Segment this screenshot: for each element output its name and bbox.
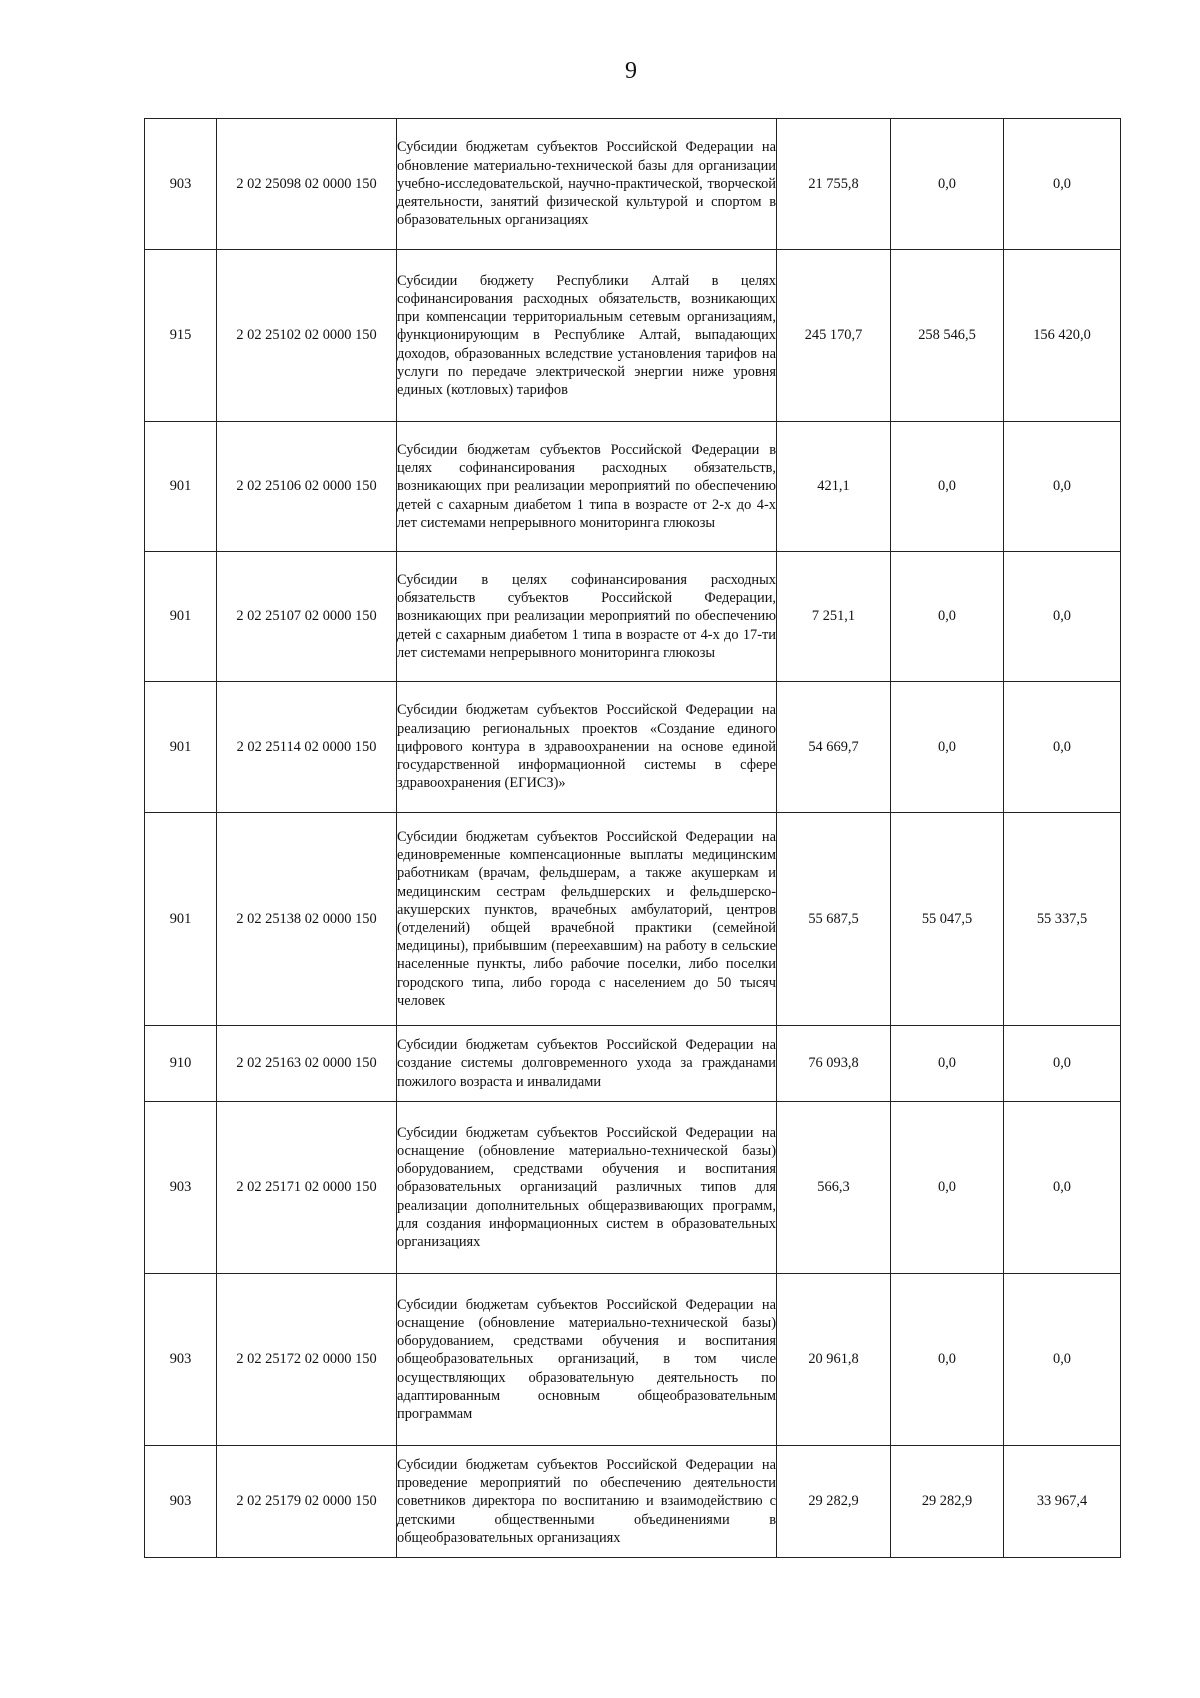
description-text: Субсидии бюджетам субъектов Российской Федерации на оснащение (обновление материально-технической базы) оборудованием, средствами обучения и воспитания общеобразовательных организаций, в том числе осуществляющих образовательную деятельность по адаптированным основным общеобразовательным программам — [397, 1296, 776, 1422]
description-cell — [397, 682, 777, 813]
budget-code-cell: 2 02 25098 02 0000 150 — [217, 119, 397, 250]
admin-code-cell: 903 — [145, 1446, 217, 1558]
amount-year3-cell: 0,0 — [1004, 119, 1121, 250]
description-text: Субсидии бюджетам субъектов Российской Федерации на обновление материально-технической базы для организации учебно-исследовательской, научно-практической, творческой деятельности, занятий физической культурой и спортом в образовательных организациях — [397, 139, 776, 229]
description-text: Субсидии бюджету Республики Алтай в целях софинансирования расходных обязательств, возникающих при компенсации территориальным сетевым организациям, функционирующим в Республике Алтай, выпадающих доходов, образованных вследствие установления тарифов на услуги по передаче электрической энергии ниже уровня единых (котловых) тарифов — [397, 272, 776, 398]
table-row — [145, 1026, 1121, 1102]
table-row — [145, 422, 1121, 552]
description-cell — [397, 422, 777, 552]
description-cell — [397, 250, 777, 422]
amount-year1-cell: 21 755,8 — [777, 119, 891, 250]
table-row — [145, 1274, 1121, 1446]
amount-year2-cell: 0,0 — [891, 1274, 1004, 1446]
description-cell — [397, 119, 777, 250]
admin-code-cell: 901 — [145, 682, 217, 813]
admin-code-cell: 910 — [145, 1026, 217, 1102]
admin-code-cell: 903 — [145, 119, 217, 250]
description-text: Субсидии бюджетам субъектов Российской Федерации на проведение мероприятий по обеспечению деятельности советников директора по воспитанию и взаимодействию с детскими общественными объединениями в общеобразовательных организациях — [397, 1456, 776, 1546]
amount-year1-cell: 7 251,1 — [777, 552, 891, 682]
amount-year1-cell: 55 687,5 — [777, 813, 891, 1026]
amount-year2-cell: 0,0 — [891, 552, 1004, 682]
admin-code-cell: 903 — [145, 1274, 217, 1446]
amount-year2-cell: 0,0 — [891, 1026, 1004, 1102]
page-number: 9 — [625, 58, 637, 84]
amount-year3-cell: 0,0 — [1004, 422, 1121, 552]
budget-code-cell: 2 02 25163 02 0000 150 — [217, 1026, 397, 1102]
admin-code-cell: 903 — [145, 1102, 217, 1274]
amount-year3-cell: 0,0 — [1004, 682, 1121, 813]
amount-year1-cell: 421,1 — [777, 422, 891, 552]
admin-code-cell: 901 — [145, 422, 217, 552]
table-row — [145, 119, 1121, 250]
budget-code-cell: 2 02 25114 02 0000 150 — [217, 682, 397, 813]
description-cell — [397, 1102, 777, 1274]
admin-code-cell: 915 — [145, 250, 217, 422]
amount-year3-cell: 0,0 — [1004, 1026, 1121, 1102]
table-row — [145, 813, 1121, 1026]
amount-year3-cell: 33 967,4 — [1004, 1446, 1121, 1558]
amount-year3-cell: 0,0 — [1004, 552, 1121, 682]
description-cell — [397, 552, 777, 682]
amount-year2-cell: 0,0 — [891, 682, 1004, 813]
amount-year1-cell: 566,3 — [777, 1102, 891, 1274]
budget-table — [144, 118, 1121, 1558]
table-row — [145, 552, 1121, 682]
description-cell — [397, 813, 777, 1026]
amount-year1-cell: 245 170,7 — [777, 250, 891, 422]
amount-year1-cell: 20 961,8 — [777, 1274, 891, 1446]
amount-year2-cell: 258 546,5 — [891, 250, 1004, 422]
amount-year2-cell: 0,0 — [891, 119, 1004, 250]
description-text: Субсидии бюджетам субъектов Российской Федерации на создание системы долговременного ухода за гражданами пожилого возраста и инвалидами — [397, 1037, 776, 1090]
amount-year2-cell: 29 282,9 — [891, 1446, 1004, 1558]
budget-code-cell: 2 02 25102 02 0000 150 — [217, 250, 397, 422]
budget-code-cell: 2 02 25106 02 0000 150 — [217, 422, 397, 552]
budget-code-cell: 2 02 25107 02 0000 150 — [217, 552, 397, 682]
table-row — [145, 682, 1121, 813]
description-text: Субсидии бюджетам субъектов Российской Федерации на реализацию региональных проектов «Создание единого цифрового контура в здравоохранении на основе единой государственной информационной системы в сфере здравоохранения (ЕГИСЗ)» — [397, 702, 776, 792]
budget-code-cell: 2 02 25138 02 0000 150 — [217, 813, 397, 1026]
admin-code-cell: 901 — [145, 552, 217, 682]
amount-year1-cell: 76 093,8 — [777, 1026, 891, 1102]
budget-code-cell: 2 02 25171 02 0000 150 — [217, 1102, 397, 1274]
amount-year2-cell: 0,0 — [891, 1102, 1004, 1274]
description-text: Субсидии бюджетам субъектов Российской Федерации на оснащение (обновление материально-технической базы) оборудованием, средствами обучения и воспитания образовательных организаций различных типов для реализации дополнительных общеразвивающих программ, для создания информационных систем в образовательных организациях — [397, 1124, 776, 1250]
budget-code-cell: 2 02 25179 02 0000 150 — [217, 1446, 397, 1558]
amount-year1-cell: 54 669,7 — [777, 682, 891, 813]
description-text: Субсидии бюджетам субъектов Российской Федерации в целях софинансирования расходных обязательств, возникающих при реализации мероприятий по обеспечению детей с сахарным диабетом 1 типа в возрасте от 2-х до 4-х лет системами непрерывного мониторинга глюкозы — [397, 441, 776, 531]
amount-year3-cell: 0,0 — [1004, 1274, 1121, 1446]
amount-year1-cell: 29 282,9 — [777, 1446, 891, 1558]
description-cell — [397, 1274, 777, 1446]
description-cell — [397, 1026, 777, 1102]
admin-code-cell: 901 — [145, 813, 217, 1026]
description-text: Субсидии бюджетам субъектов Российской Федерации на единовременные компенсационные выплаты медицинским работникам (врачам, фельдшерам, а также акушеркам и медицинским сестрам фельдшерских и фельдшерско-акушерских пунктов, врачебных амбулаторий, центров (отделений) общей врачебной практики (семейной медицины), прибывшим (переехавшим) на работу в сельские населенные пункты, либо рабочие поселки, либо поселки городского типа, либо города с населением до 50 тысяч человек — [397, 828, 776, 1009]
table-row — [145, 1102, 1121, 1274]
table-row — [145, 250, 1121, 422]
amount-year3-cell: 55 337,5 — [1004, 813, 1121, 1026]
amount-year2-cell: 0,0 — [891, 422, 1004, 552]
amount-year2-cell: 55 047,5 — [891, 813, 1004, 1026]
table-row — [145, 1446, 1121, 1558]
budget-code-cell: 2 02 25172 02 0000 150 — [217, 1274, 397, 1446]
description-cell — [397, 1446, 777, 1558]
amount-year3-cell: 156 420,0 — [1004, 250, 1121, 422]
description-text: Субсидии в целях софинансирования расходных обязательств субъектов Российской Федерации, возникающих при реализации мероприятий по обеспечению детей с сахарным диабетом 1 типа в возрасте от 4-х до 17-ти лет системами непрерывного мониторинга глюкозы — [397, 571, 776, 661]
amount-year3-cell: 0,0 — [1004, 1102, 1121, 1274]
